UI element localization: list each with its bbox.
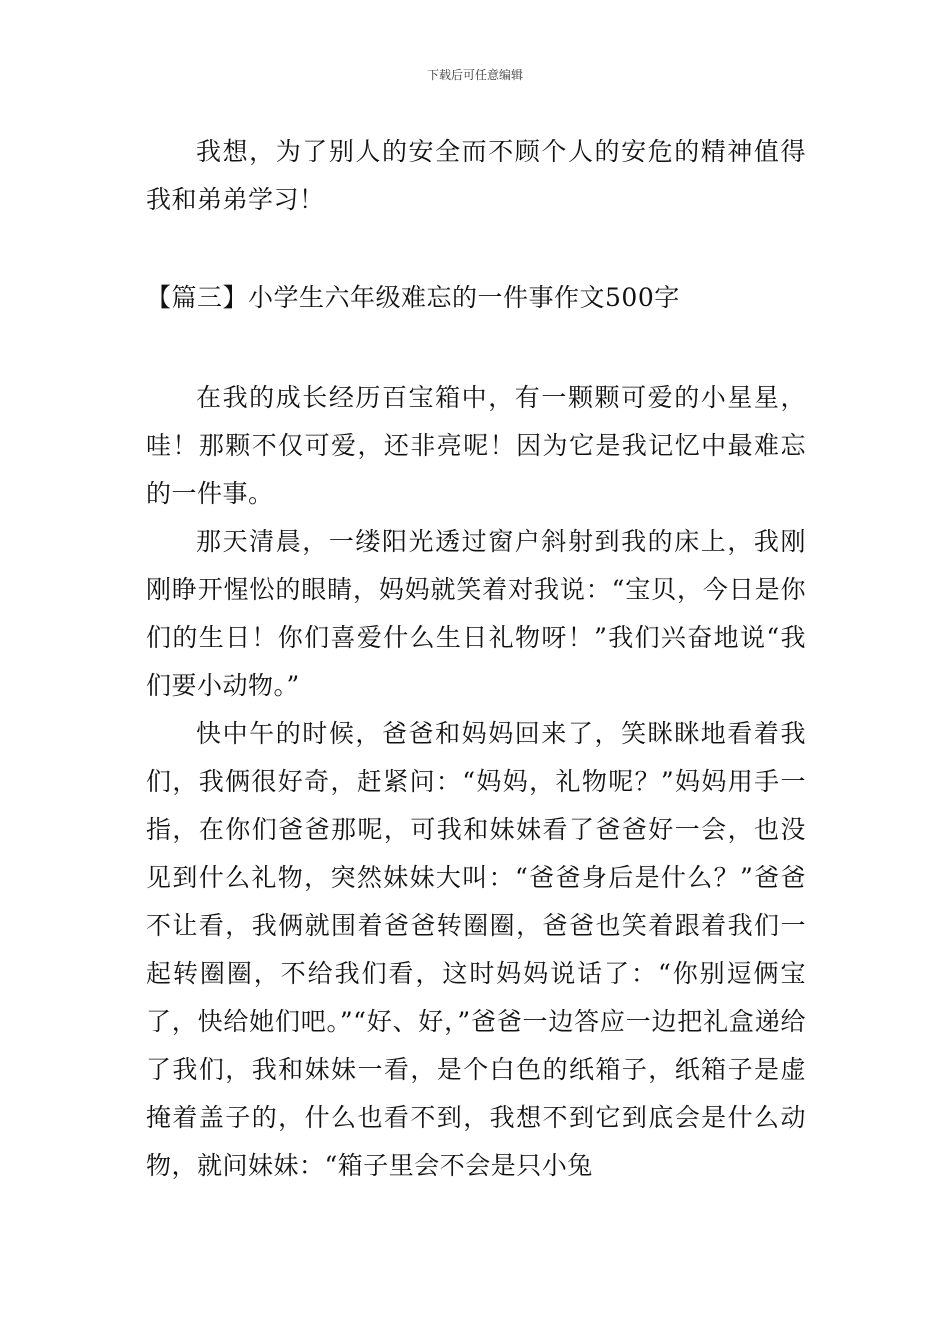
section-heading-block [146, 274, 806, 322]
essay-paragraph-1: 在我的成长经历百宝箱中，有一颗颗可爱的小星星，哇！那颗不仅可爱，还非亮呢！因为它是我记忆中最难忘的一件事。 [146, 383, 806, 508]
closing-paragraph: 我想，为了别人的安全而不顾个人的安危的精神值得我和弟弟学习！ [146, 137, 806, 214]
section-heading: 【篇三】小学生六年级难忘的一件事作文500字 [146, 283, 680, 312]
closing-paragraph-block [146, 128, 806, 224]
essay-paragraph-3: 快中午的时候，爸爸和妈妈回来了，笑眯眯地看着我们，我俩很好奇，赶紧问：“妈妈，礼物呢？”妈妈用手一指，在你们爸爸那呢，可我和妹妹看了爸爸好一会，也没见到什么礼物，突然妹妹大叫：“爸爸身后是什么？”爸爸不让看，我俩就围着爸爸转圈圈，爸爸也笑着跟着我们一起转圈圈，不给我们看，这时妈妈说话了：“你别逗俩宝了，快给她们吧。”“好、好，”爸爸一边答应一边把礼盒递给了我们，我和妹妹一看，是个白色的纸箱子，纸箱子是虚掩着盖子的，什么也看不到，我想不到它到底会是什么动物，就问妹妹：“箱子里会不会是只小兔 [146, 719, 806, 1180]
essay-paragraph-2: 那天清晨，一缕阳光透过窗户斜射到我的床上，我刚刚睁开惺忪的眼睛，妈妈就笑着对我说：“宝贝，今日是你们的生日！你们喜爱什么生日礼物呀！”我们兴奋地说“我们要小动物。” [146, 527, 806, 700]
essay-body [146, 374, 806, 1190]
page-header-note: 下载后可任意编辑 [426, 68, 523, 82]
